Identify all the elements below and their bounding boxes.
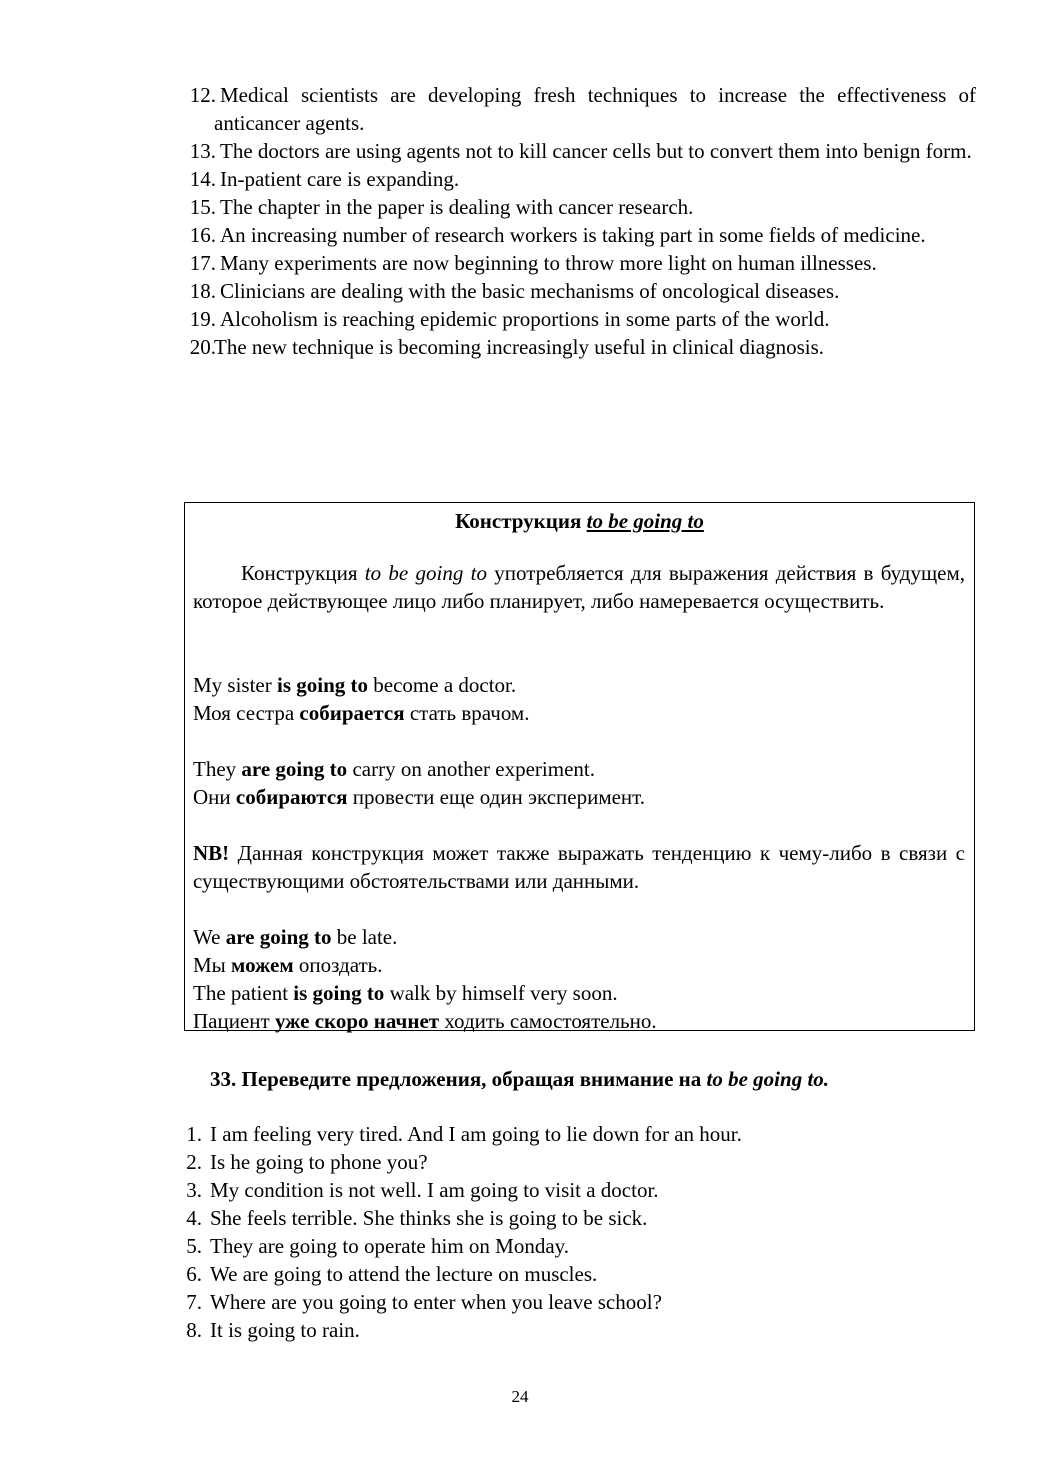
intro-term: to be going to: [364, 561, 487, 585]
example-en: They are going to carry on another experiment.: [193, 757, 595, 781]
exercise-heading: [210, 1065, 829, 1093]
list-item: [0, 1288, 976, 1316]
rule-title-term: to be going to: [586, 509, 704, 533]
list-item: [0, 249, 976, 277]
page-number: 24: [511, 1387, 529, 1406]
item-number: 15.: [189, 195, 216, 219]
list-item: [0, 1232, 976, 1260]
exercise-heading-text: 33. Переведите предложения, обращая внимание на: [210, 1067, 702, 1091]
list-item: [0, 1204, 976, 1232]
item-text: Where are you going to enter when you leave school?: [210, 1290, 662, 1314]
item-text: Medical scientists are developing fresh techniques to increase the effectiveness of anticancer agents.: [214, 83, 976, 135]
item-number: 17.: [189, 251, 216, 275]
list-item: [0, 1260, 976, 1288]
item-number: 1.: [186, 1122, 202, 1146]
item-text: We are going to attend the lecture on muscles.: [210, 1262, 598, 1286]
example-group-3: [193, 923, 965, 1035]
item-text: An increasing number of research workers is taking part in some fields of medicine.: [220, 223, 926, 247]
list-item: [0, 1176, 976, 1204]
exercise-heading-term: to be going to.: [706, 1067, 830, 1091]
item-text: They are going to operate him on Monday.: [210, 1234, 570, 1258]
grammar-rule-box: [184, 502, 975, 1031]
list-item: [0, 221, 976, 249]
list-item: [0, 193, 976, 221]
nb-label: NB!: [193, 841, 230, 865]
list-item: [0, 277, 976, 305]
item-text: Clinicians are dealing with the basic mechanisms of oncological diseases.: [220, 279, 840, 303]
item-text: She feels terrible. She thinks she is going to be sick.: [210, 1206, 648, 1230]
example-ru: Моя сестра собирается стать врачом.: [193, 701, 530, 725]
list-item: [0, 1148, 976, 1176]
rule-title: [185, 507, 974, 535]
list-item: [0, 1120, 976, 1148]
example-pair-2: [193, 755, 965, 811]
example-ru: Мы можем опоздать.: [193, 953, 383, 977]
item-number: 18.: [189, 279, 216, 303]
example-en: We are going to be late.: [193, 925, 398, 949]
item-number: 2.: [186, 1150, 202, 1174]
item-text: Many experiments are now beginning to throw more light on human illnesses.: [220, 251, 877, 275]
nb-text: Данная конструкция может также выражать тенденцию к чему-либо в связи с существующими обстоятельствами или данными.: [193, 841, 965, 893]
item-text: In-patient care is expanding.: [220, 167, 460, 191]
item-text: I am feeling very tired. And I am going to lie down for an hour.: [210, 1122, 742, 1146]
example-ru: Пациент уже скоро начнет ходить самостоятельно.: [193, 1009, 657, 1033]
example-en: My sister is going to become a doctor.: [193, 673, 517, 697]
item-number: 4.: [186, 1206, 202, 1230]
item-number: 12.: [189, 83, 216, 107]
list-item: [0, 81, 976, 137]
sentence-list: [0, 81, 976, 361]
intro-rest: употребляется для выражения действия в будущем, которое действующее лицо либо планирует, либо намеревается осуществить.: [193, 561, 966, 613]
list-item: [0, 1316, 976, 1344]
item-text: The chapter in the paper is dealing with cancer research.: [220, 195, 694, 219]
list-item: [0, 137, 976, 165]
exercise-list: [0, 1120, 976, 1344]
item-text: Alcoholism is reaching epidemic proportions in some parts of the world.: [220, 307, 830, 331]
item-number: 8.: [186, 1318, 202, 1342]
rule-title-prefix: Конструкция: [455, 509, 582, 533]
item-number: 6.: [186, 1262, 202, 1286]
rule-intro: [193, 559, 965, 615]
nota-bene: [193, 839, 965, 895]
list-item: [0, 305, 976, 333]
example-en: The patient is going to walk by himself very soon.: [193, 981, 618, 1005]
list-item: [0, 333, 976, 361]
item-number: 14.: [189, 167, 216, 191]
example-ru: Они собираются провести еще один эксперимент.: [193, 785, 646, 809]
item-number: 16.: [189, 223, 216, 247]
item-text: The doctors are using agents not to kill cancer cells but to convert them into benign form.: [220, 139, 972, 163]
intro-prefix: Конструкция: [241, 561, 358, 585]
item-number: 7.: [186, 1290, 202, 1314]
list-item: [0, 165, 976, 193]
item-number: 5.: [186, 1234, 202, 1258]
item-text: Is he going to phone you?: [210, 1150, 428, 1174]
item-text: My condition is not well. I am going to visit a doctor.: [210, 1178, 659, 1202]
item-number: 3.: [186, 1178, 202, 1202]
item-text: The new technique is becoming increasingly useful in clinical diagnosis.: [214, 335, 825, 359]
item-number: 19.: [189, 307, 216, 331]
item-text: It is going to rain.: [210, 1318, 360, 1342]
item-number: 13.: [189, 139, 216, 163]
example-pair-1: [193, 671, 965, 727]
item-number: 20.: [189, 335, 216, 359]
